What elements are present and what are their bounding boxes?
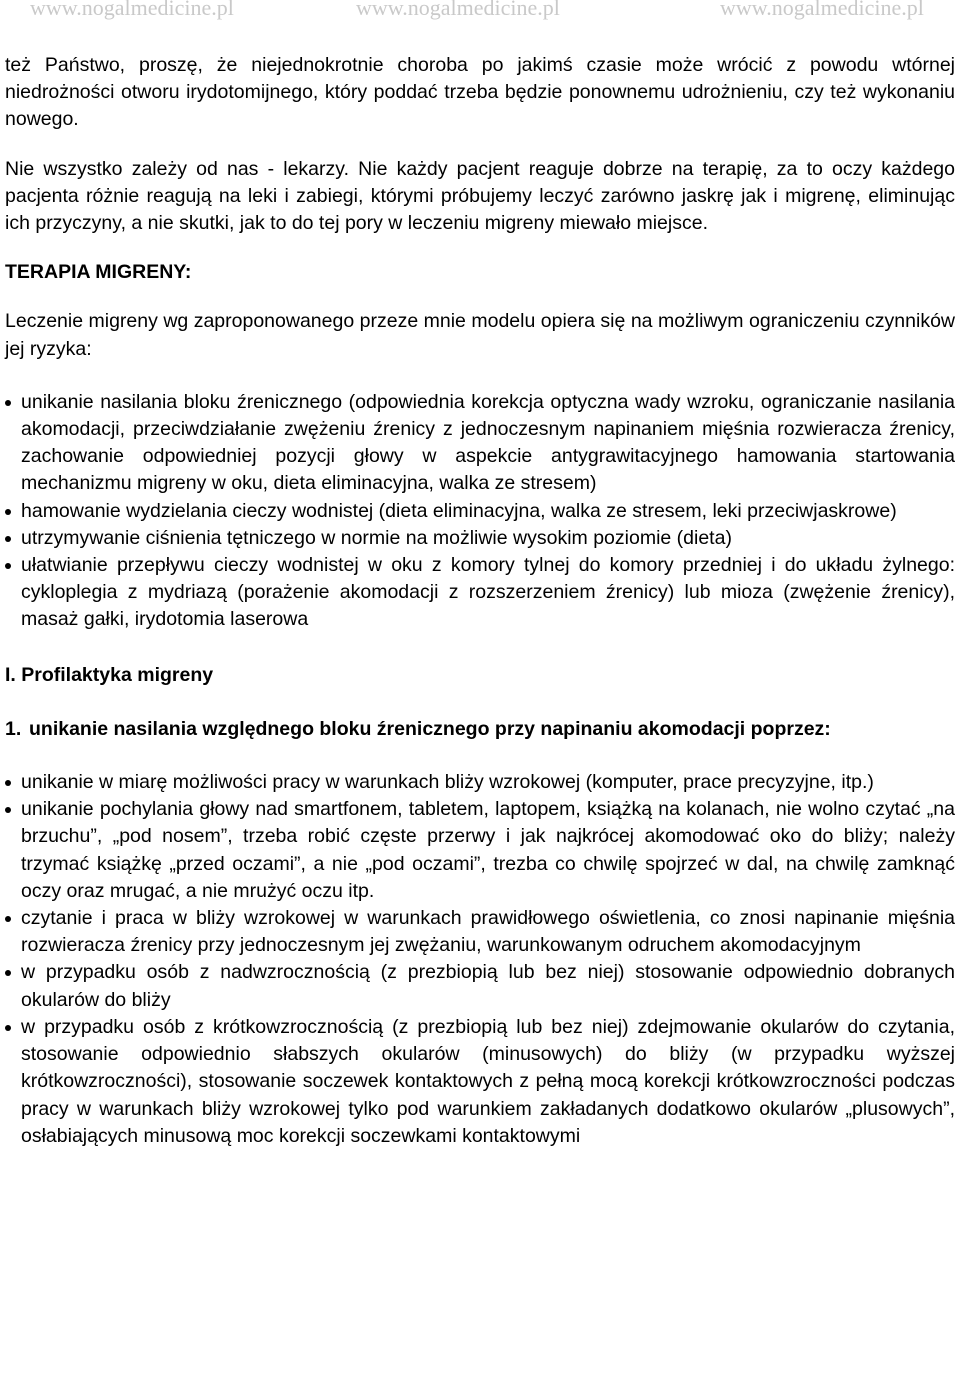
bullet-icon — [5, 563, 11, 569]
list-item: ułatwianie przepływu cieczy wodnistej w oku z komory tylnej do komory przedniej i do układu żylnego: cykloplegia z mydriazą (porażenie akomodacji z rozszerzeniem źrenicy) lub mioza (zwężenie źrenicy), masaż gałki, irydotomia laserowa — [5, 552, 955, 634]
list-item: utrzymywanie ciśnienia tętniczego w normie na możliwie wysokim poziomie (dieta) — [5, 525, 955, 552]
list-item: czytanie i praca w bliży wzrokowej w warunkach prawidłowego oświetlenia, co znosi napinanie mięśnia rozwieracza źrenicy przy jednoczesnym jej zwężaniu, warunkowanym odruchem akomodacyjnym — [5, 905, 955, 959]
therapy-list — [5, 389, 955, 634]
watermark-text: www.nogalmedicine.pl — [356, 0, 560, 20]
paragraph-intro: też Państwo, proszę, że niejednokrotnie choroba po jakimś czasie może wrócić z powodu wtórnej niedrożności otworu irydotomijnego, który poddać trzeba będzie ponownemu udrożnieniu, czy też wykonaniu nowego. — [5, 54, 955, 131]
point-number: 1. — [5, 717, 22, 740]
list-item: hamowanie wydzielania cieczy wodnistej (dieta eliminacyjna, walka ze stresem, leki przeciwjaskrowe) — [5, 498, 955, 525]
watermark-text: www.nogalmedicine.pl — [30, 0, 234, 20]
point-text: unikanie nasilania względnego bloku źrenicznego przy napinaniu akomodacji poprzez: — [29, 717, 831, 740]
bullet-icon — [5, 1025, 11, 1031]
document-body — [5, 52, 955, 1150]
prophylaxis-list — [5, 769, 955, 1150]
list-item: unikanie pochylania głowy nad smartfonem, tabletem, laptopem, książką na kolanach, nie wolno czytać „na brzuchu”, „pod nosem”, trzeba robić częste przerwy i jak najkrócej akomodować oko do bliży; należy trzymać książkę „przed oczami”, a nie „pod oczami”, trezba co chwilę spojrzeć w dal, na chwilę zamknąć oczy oraz mrugać, a nie mrużyć oczu itp. — [5, 796, 955, 905]
bullet-icon — [5, 807, 11, 813]
section-title: I. Profilaktyka migreny — [5, 663, 214, 686]
bullet-icon — [5, 970, 11, 976]
paragraph-second: Nie wszystko zależy od nas - lekarzy. Nie każdy pacjent reaguje dobrze na terapię, za to oczy każdego pacjenta różnie reagują na leki i zabiegi, którymi próbujemy leczyć zarówno jaskrę jak i migrenę, eliminując ich przyczyny, a nie skutki, jak to do tej pory w leczeniu migreny miewało miejsce. — [5, 157, 955, 235]
bullet-icon — [5, 400, 11, 406]
bullet-icon — [5, 536, 11, 542]
bullet-icon — [5, 509, 11, 515]
bullet-icon — [5, 916, 11, 922]
watermark-text: www.nogalmedicine.pl — [720, 0, 924, 20]
list-item: w przypadku osób z nadwzrocznością (z prezbiopią lub bez niej) stosowanie odpowiednio dobranych okularów do bliży — [5, 959, 955, 1013]
therapy-intro: Leczenie migreny wg zaproponowanego przeze mnie modelu opiera się na możliwym ograniczeniu czynników jej ryzyka: — [5, 310, 955, 360]
list-item: unikanie w miarę możliwości pracy w warunkach bliży wzrokowej (komputer, prace precyzyjne, itp.) — [5, 769, 955, 796]
numbered-point — [5, 716, 955, 743]
therapy-heading: TERAPIA MIGRENY: — [5, 261, 192, 284]
watermark-header — [0, 0, 960, 24]
list-item: w przypadku osób z krótkowzrocznością (z prezbiopią lub bez niej) zdejmowanie okularów do czytania, stosowanie odpowiednio słabszych okularów (minusowych) do bliży (w przypadku wyższej krótkowzroczności), stosowanie soczewek kontaktowych z pełną mocą korekcji krótkowzroczności podczas pracy w warunkach bliży wzrokowej tylko pod warunkiem zakładanych dodatkowo okularów „plusowych”, osłabiających minusową moc korekcji soczewkami kontaktowymi — [5, 1014, 955, 1150]
list-item: unikanie nasilania bloku źrenicznego (odpowiednia korekcja optyczna wady wzroku, ograniczanie nasilania akomodacji, przeciwdziałanie zwężeniu źrenicy z jednoczesnym napinaniem mięśnia rozwieracza źrenicy, zachowanie odpowiedniej pozycji głowy w aspekcie antygrawitacyjnego hamowania startowania mechanizmu migreny w oku, dieta eliminacyjna, walka ze stresem) — [5, 389, 955, 498]
bullet-icon — [5, 780, 11, 786]
